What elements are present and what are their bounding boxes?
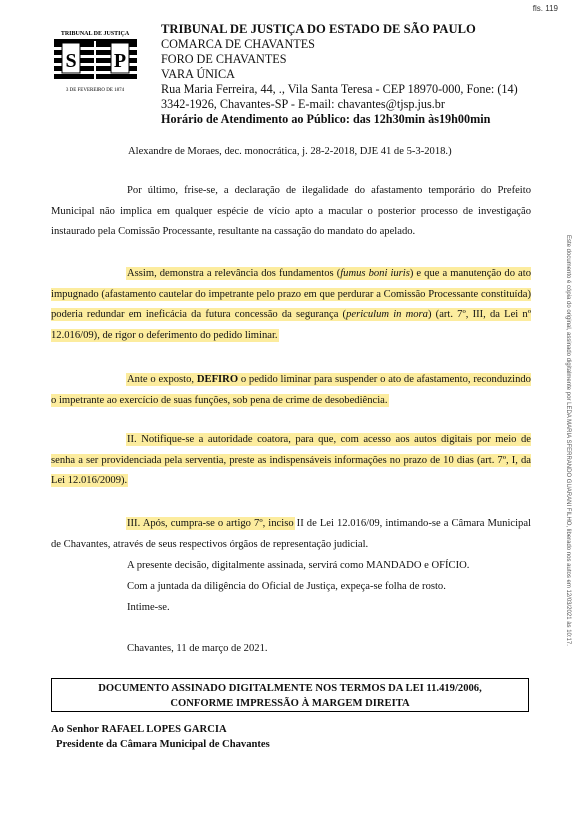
margin-note: Este documento é cópia do original, assinado digitalmente por LEDA MARIA SFERRANDO GUARANI FILHO, liberado nos autos em 12/03/2021 às 10:17. [565,235,571,646]
paragraph-final-remark: Por último, frise-se, a declaração de ilegalidade do afastamento temporário do Prefeito Municipal não implica em qualquer espécie de vício apto a macular o posterior processo de investigação instaurado pela Comissão Processante, resultante na cassação do mandato do apelado. [51,185,531,238]
citation-line: Alexandre de Moraes, dec. monocrática, j. 28-2-2018, DJE 41 de 5-3-2018.) [128,146,452,157]
court-header [161,22,541,127]
logo-top-text: TRIBUNAL DE JUSTIÇA [60,31,130,37]
paragraph-relevance: Assim, demonstra a relevância dos fundamentos (fumus boni iuris) e que a manutenção do ato impugnado (afastamento cautelar do impetrante pelo prazo em que perdurar a Comissão Processante constituída) poderia redundar em ineficácia da futura concessão da segurança (periculum in mora) (art. 7º, III, da Lei nº 12.016/09), de rigor o deferimento do pedido liminar. [51,268,531,341]
paragraph-notification: II. Notifique-se a autoridade coatora, para que, com acesso aos autos digitais por meio de senha a ser providenciada pela serventia, preste as indispensáveis informações no prazo de 10 dias (art. 7º, I, da Lei 12.016/2009). [51,434,531,487]
header-comarca: COMARCA DE CHAVANTES [161,37,315,51]
header-vara: VARA ÚNICA [161,67,235,81]
line-juntada: Com a juntada da diligência do Oficial de Justiça, expeça-se folha de rosto. [127,581,446,592]
line-intime: Intime-se. [127,602,170,613]
line-mandado: A presente decisão, digitalmente assinada, servirá como MANDADO e OFÍCIO. [127,560,470,571]
svg-text:S: S [65,50,77,72]
signature-box [51,678,529,712]
logo-bottom-text: 3 DE FEVEREIRO DE 1874 [65,88,125,93]
court-logo [48,27,143,97]
header-contact: 3342-1926, Chavantes-SP - E-mail: chavantes@tjsp.jus.br [161,97,445,111]
paragraph-decision: Ante o exposto, DEFIRO o pedido liminar para suspender o ato de afastamento, reconduzindo o impetrante ao exercício de suas funções, sob pena de crime de desobediência. [51,374,531,406]
paragraph-intimation: III. Após, cumpra-se o artigo 7º, inciso II de Lei 12.016/09, intimando-se a Câmara Municipal de Chavantes, através de seus respectivos órgãos de representação judicial. [51,518,531,550]
header-court-name: TRIBUNAL DE JUSTIÇA DO ESTADO DE SÃO PAULO [161,22,476,36]
header-address: Rua Maria Ferreira, 44, ., Vila Santa Teresa - CEP 18970-000, Fone: (14) [161,82,518,96]
signature-box-line2: CONFORME IMPRESSÃO À MARGEM DIREITA [170,698,410,709]
signature-box-line1: DOCUMENTO ASSINADO DIGITALMENTE NOS TERMOS DA LEI 11.419/2006, [98,683,482,694]
svg-text:P: P [113,50,127,72]
document-date: Chavantes, 11 de março de 2021. [127,643,268,654]
header-hours: Horário de Atendimento ao Público: das 12h30min às19h00min [161,112,491,126]
page-number: fls. 119 [532,4,558,13]
header-foro: FORO DE CHAVANTES [161,52,287,66]
recipient-title: Presidente da Câmara Municipal de Chavantes [56,739,270,750]
recipient-name-line: Ao Senhor RAFAEL LOPES GARCIA [51,724,227,735]
